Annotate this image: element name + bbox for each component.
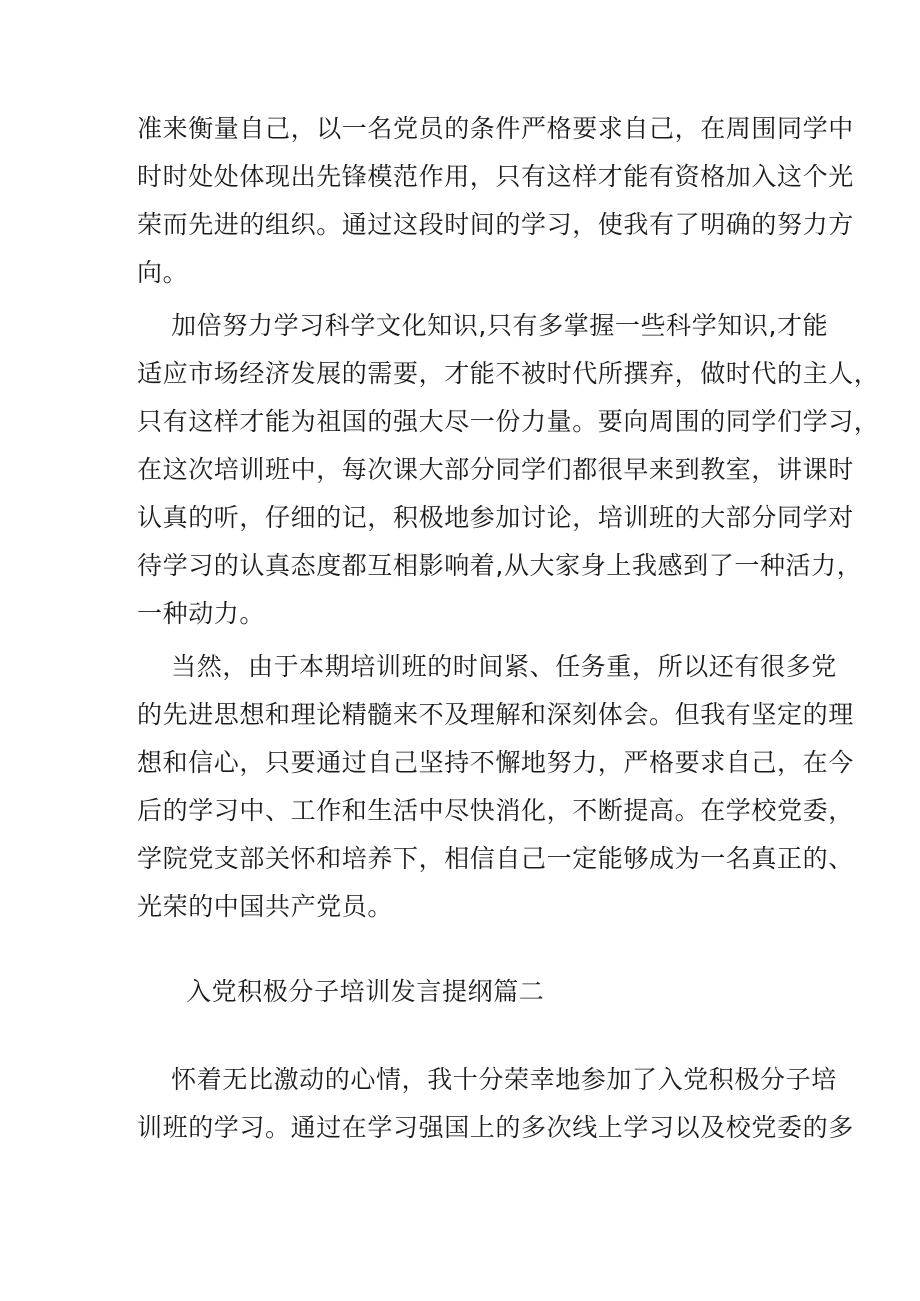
paragraph-4-line-2: 训班的学习。通过在学习强国上的多次线上学习以及校党委的多: [137, 1113, 854, 1142]
paragraph-2-line-6: 待学习的认真态度都互相影响着,从大家身上我感到了一种活力，: [137, 551, 863, 580]
paragraph-3-line-4: 后的学习中、工作和生活中尽快消化，不断提高。在学校党委，: [137, 796, 854, 825]
paragraph-1-line-3: 荣而先进的组织。通过这段时间的学习，使我有了明确的努力方: [137, 210, 854, 239]
paragraph-2-line-7: 一种动力。: [137, 599, 266, 628]
section-heading: 入党积极分子培训发言提纲篇二: [186, 977, 545, 1006]
paragraph-3-line-5: 学院党支部关怀和培养下，相信自己一定能够成为一名真正的、: [137, 844, 854, 873]
paragraph-2-line-4: 在这次培训班中，每次课大部分同学们都很早来到教室，讲课时: [137, 455, 854, 484]
paragraph-2-line-5: 认真的听，仔细的记，积极地参加讨论，培训班的大部分同学对: [137, 503, 854, 532]
paragraph-3-line-1: 当然，由于本期培训班的时间紧、任务重，所以还有很多党: [137, 652, 837, 681]
paragraph-3-line-3: 想和信心，只要通过自己坚持不懈地努力，严格要求自己，在今: [137, 748, 854, 777]
paragraph-2-line-1: 加倍努力学习科学文化知识,只有多掌握一些科学知识,才能: [137, 311, 829, 340]
paragraph-4-line-1: 怀着无比激动的心情，我十分荣幸地参加了入党积极分子培: [137, 1065, 837, 1094]
paragraph-1-line-4: 向。: [137, 258, 189, 287]
paragraph-1-line-1: 准来衡量自己，以一名党员的条件严格要求自己，在周围同学中: [137, 114, 854, 143]
paragraph-3-line-6: 光荣的中国共产党员。: [137, 892, 394, 921]
paragraph-1-line-2: 时时处处体现出先锋模范作用，只有这样才能有资格加入这个光: [137, 162, 854, 191]
paragraph-2-line-2: 适应市场经济发展的需要，才能不被时代所撰弃，做时代的主人，: [137, 359, 880, 388]
paragraph-2-line-3: 只有这样才能为祖国的强大尽一份力量。要向周围的同学们学习，: [137, 407, 880, 436]
paragraph-3-line-2: 的先进思想和理论精髓来不及理解和深刻体会。但我有坚定的理: [137, 700, 854, 729]
